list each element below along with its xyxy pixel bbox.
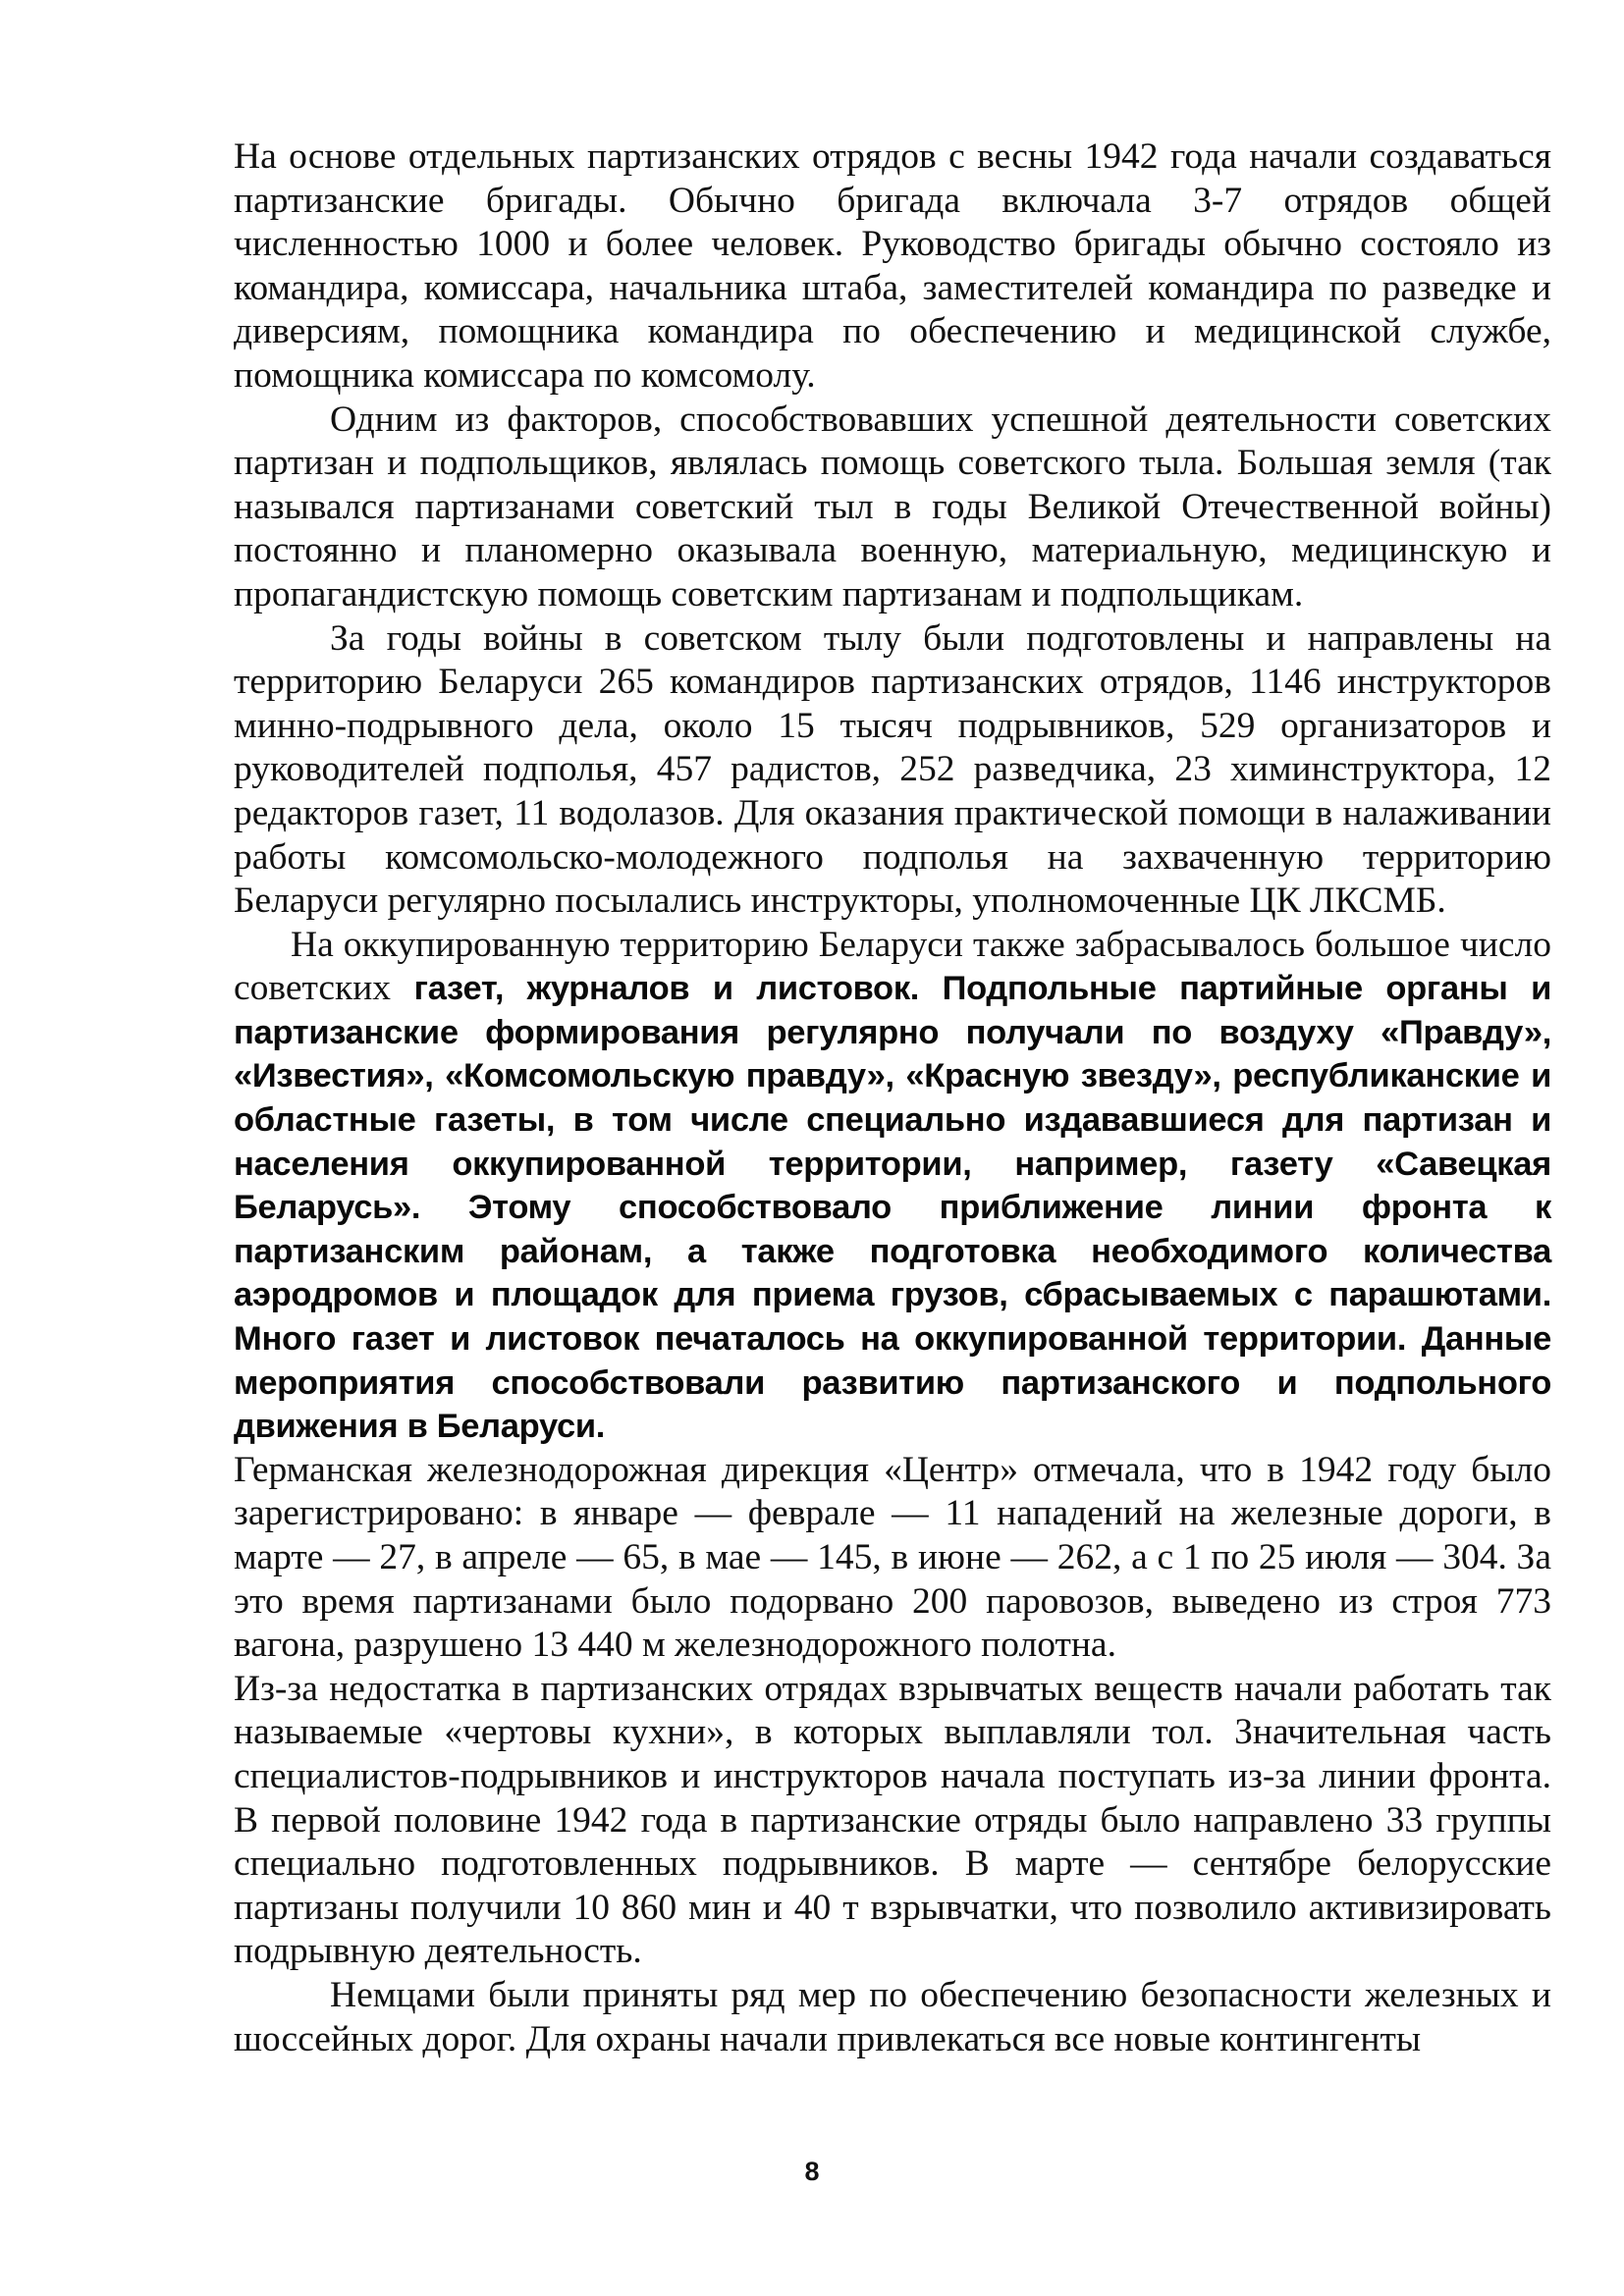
newspapers-bold-text: газет, журналов и листовок. Подпольные партийные органы и партизанские формирования регулярно получали по воздуху «Правду», «Известия», «Комсомольскую правду», «Красную звезду», республиканские и областные газеты, в том числе специально издававшиеся для партизан и населения оккупированной территории, например, газету «Савецкая Беларусь». Этому способствовало приближение линии фронта к партизанским районам, а также подготовка необходимого количества аэродромов и площадок для приема грузов, сбрасываемых с парашютами. Много газет и листовок печаталось на оккупированной территории. Данные мероприятия способствовали развитию партизанского и подпольного движения в Беларуси. [234,970,1551,1446]
paragraph-german-measures: Немцами были приняты ряд мер по обеспечению безопасности железных и шоссейных дорог. Для охраны начали привлекаться все новые контингенты [234,1974,1551,2059]
body-text [234,135,1551,2061]
paragraph-brigades: На основе отдельных партизанских отрядов с весны 1942 года начали создаваться партизанские бригады. Обычно бригада включала 3-7 отрядов общей численностью 1000 и более человек. Руководство бригады обычно состояло из командира, комиссара, начальника штаба, заместителей командира по разведке и диверсиям, помощника командира по обеспечению и медицинской службе, помощника комиссара по комсомолу. [234,136,1551,396]
paragraph-railway-attacks: Германская железнодорожная дирекция «Центр» отмечала, что в 1942 году было зарегистрировано: в январе — феврале — 11 нападений на железные дороги, в марте — 27, в апреле — 65, в мае — 145, в июне — 262, а с 1 по 25 июля — 304. За это время партизанами было подорвано 200 паровозов, выведено из строя 773 вагона, разрушено 13 440 м железнодорожного полотна. [234,1449,1551,1666]
paragraph-rear-support: Одним из факторов, способствовавших успешной деятельности советских партизан и подпольщиков, являлась помощь советского тыла. Большая земля (так назывался партизанами советский тыл в годы Великой Отечественной войны) постоянно и планомерно оказывала военную, материальную, медицинскую и пропагандистскую помощь советским партизанам и подпольщикам. [234,399,1551,614]
page-number: 8 [804,2157,820,2186]
paragraph-newspapers [234,924,1551,1449]
paragraph-explosives: Из-за недостатка в партизанских отрядах взрывчатых веществ начали работать так называемые «чертовы кухни», в которых выплавляли тол. Значительная часть специалистов-подрывников и инструкторов начала поступать из-за линии фронта. В первой половине 1942 года в партизанские отряды было направлено 33 группы специально подготовленных подрывников. В марте — сентябре белорусские партизаны получили 10 860 мин и 40 т взрывчатки, что позволило активизировать подрывную деятельность. [234,1668,1551,1972]
paragraph-trained-personnel: За годы войны в советском тылу были подготовлены и направлены на территорию Беларуси 265 командиров партизанских отрядов, 1146 инструкторов минно-подрывного дела, около 15 тысяч подрывников, 529 организаторов и руководителей подполья, 457 радистов, 252 разведчика, 23 химинструктора, 12 редакторов газет, 11 водолазов. Для оказания практической помощи в налаживании работы комсомольско-молодежного подполья на захваченную территорию Беларуси регулярно посылались инструкторы, уполномоченные ЦК ЛКСМБ. [234,617,1551,922]
newspapers-regular-text: На оккупированную территорию Беларуси также забрасывалось большое число советских [234,924,1551,1009]
